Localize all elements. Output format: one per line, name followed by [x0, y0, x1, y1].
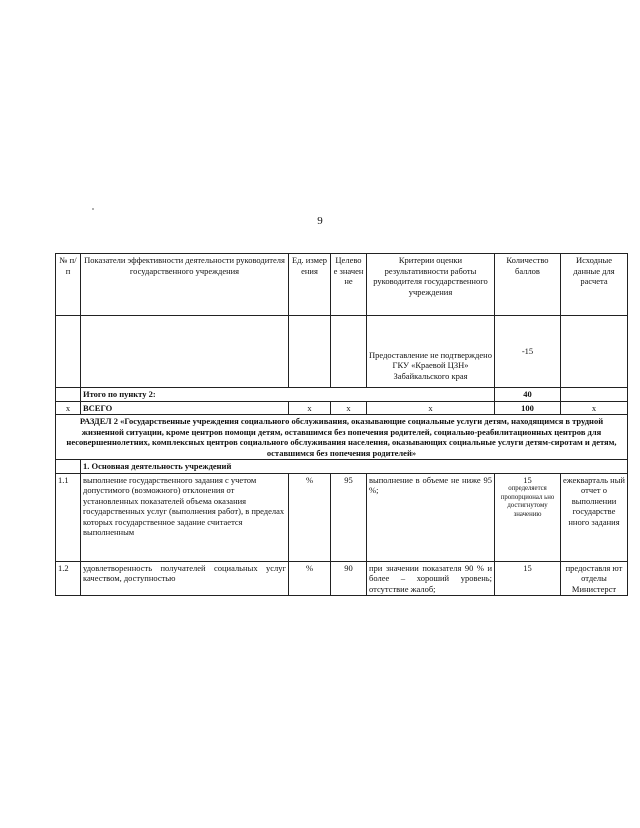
- header-criteria: Критерии оценки результативности работы руководителя государственного учреждения: [367, 254, 495, 316]
- empty-cell: [56, 460, 81, 474]
- table-header-row: [56, 254, 628, 316]
- row-unit: %: [289, 473, 331, 561]
- header-source: Исходные данные для расчета: [561, 254, 628, 316]
- table-row: [56, 473, 628, 561]
- total-criteria: х: [367, 401, 495, 415]
- subtotal-points: 40: [495, 388, 561, 402]
- empty-cell: [331, 316, 367, 388]
- header-points: Количество баллов: [495, 254, 561, 316]
- total-source: х: [561, 401, 628, 415]
- row-points-note: определяется пропорционал ьно достигнутому значению: [500, 485, 555, 518]
- row-criteria: при значении показателя 90 % и более – хороший уровень; отсутствие жалоб;: [367, 561, 495, 596]
- row-source: предоставля ют отделы Министерст: [561, 561, 628, 596]
- empty-cell: [81, 316, 289, 388]
- empty-cell: [561, 388, 628, 402]
- section-row: [56, 415, 628, 460]
- subsection-title: 1. Основная деятельность учреждений: [81, 460, 628, 474]
- total-num: х: [56, 401, 81, 415]
- criteria-cell: Предоставление не подтверждено ГКУ «Краевой ЦЗН» Забайкальского края: [367, 316, 495, 388]
- empty-cell: [56, 388, 81, 402]
- row-indicator: удовлетворенность получателей социальных услуг качеством, доступностью: [81, 561, 289, 596]
- subsection-row: [56, 460, 628, 474]
- row-points-cell: [495, 473, 561, 561]
- table-row: [56, 316, 628, 388]
- row-points: 15: [495, 561, 561, 596]
- empty-cell: [289, 316, 331, 388]
- table-row: [56, 561, 628, 596]
- empty-cell: [56, 316, 81, 388]
- header-indicator: Показатели эффективности деятельности руководителя государственного учреждения: [81, 254, 289, 316]
- page-number: 9: [317, 215, 323, 227]
- points-cell: -15: [495, 316, 561, 388]
- scan-speck: [92, 208, 94, 210]
- subtotal-row: [56, 388, 628, 402]
- header-target: Целево е значен не: [331, 254, 367, 316]
- row-num: 1.1: [56, 473, 81, 561]
- empty-cell: [561, 316, 628, 388]
- section-title: РАЗДЕЛ 2 «Государственные учреждения социального обслуживания, оказывающие социальные услуги детям, находящимся в трудной жизненной ситуации, кроме центров помощи детям, оставшимся без попечения родителей, социально-реабилитационных центров для несовершеннолетних, комплексных центров социального обслуживания населения, оказывающих социальные услуги детям-сиротам и детям, оставшимся без попечения родителей»: [56, 415, 628, 460]
- row-target: 90: [331, 561, 367, 596]
- subtotal-label: Итого по пункту 2:: [81, 388, 495, 402]
- header-num: № п/п: [56, 254, 81, 316]
- row-indicator: выполнение государственного задания с учетом допустимого (возможного) отклонения от установленных показателей объема оказания государственных услуг (выполнения работ), в пределах которых государственное задание считается выполненным: [81, 473, 289, 561]
- row-num: 1.2: [56, 561, 81, 596]
- row-unit: %: [289, 561, 331, 596]
- total-target: х: [331, 401, 367, 415]
- total-row: [56, 401, 628, 415]
- total-label: ВСЕГО: [81, 401, 289, 415]
- total-points: 100: [495, 401, 561, 415]
- evaluation-table: [55, 253, 628, 596]
- row-points: 15: [523, 474, 532, 485]
- row-criteria: выполнение в объеме не ниже 95 %;: [367, 473, 495, 561]
- row-source: ежекварталь ный отчет о выполнении государстве нного задания: [561, 473, 628, 561]
- header-unit: Ед. измер ения: [289, 254, 331, 316]
- row-target: 95: [331, 473, 367, 561]
- total-unit: х: [289, 401, 331, 415]
